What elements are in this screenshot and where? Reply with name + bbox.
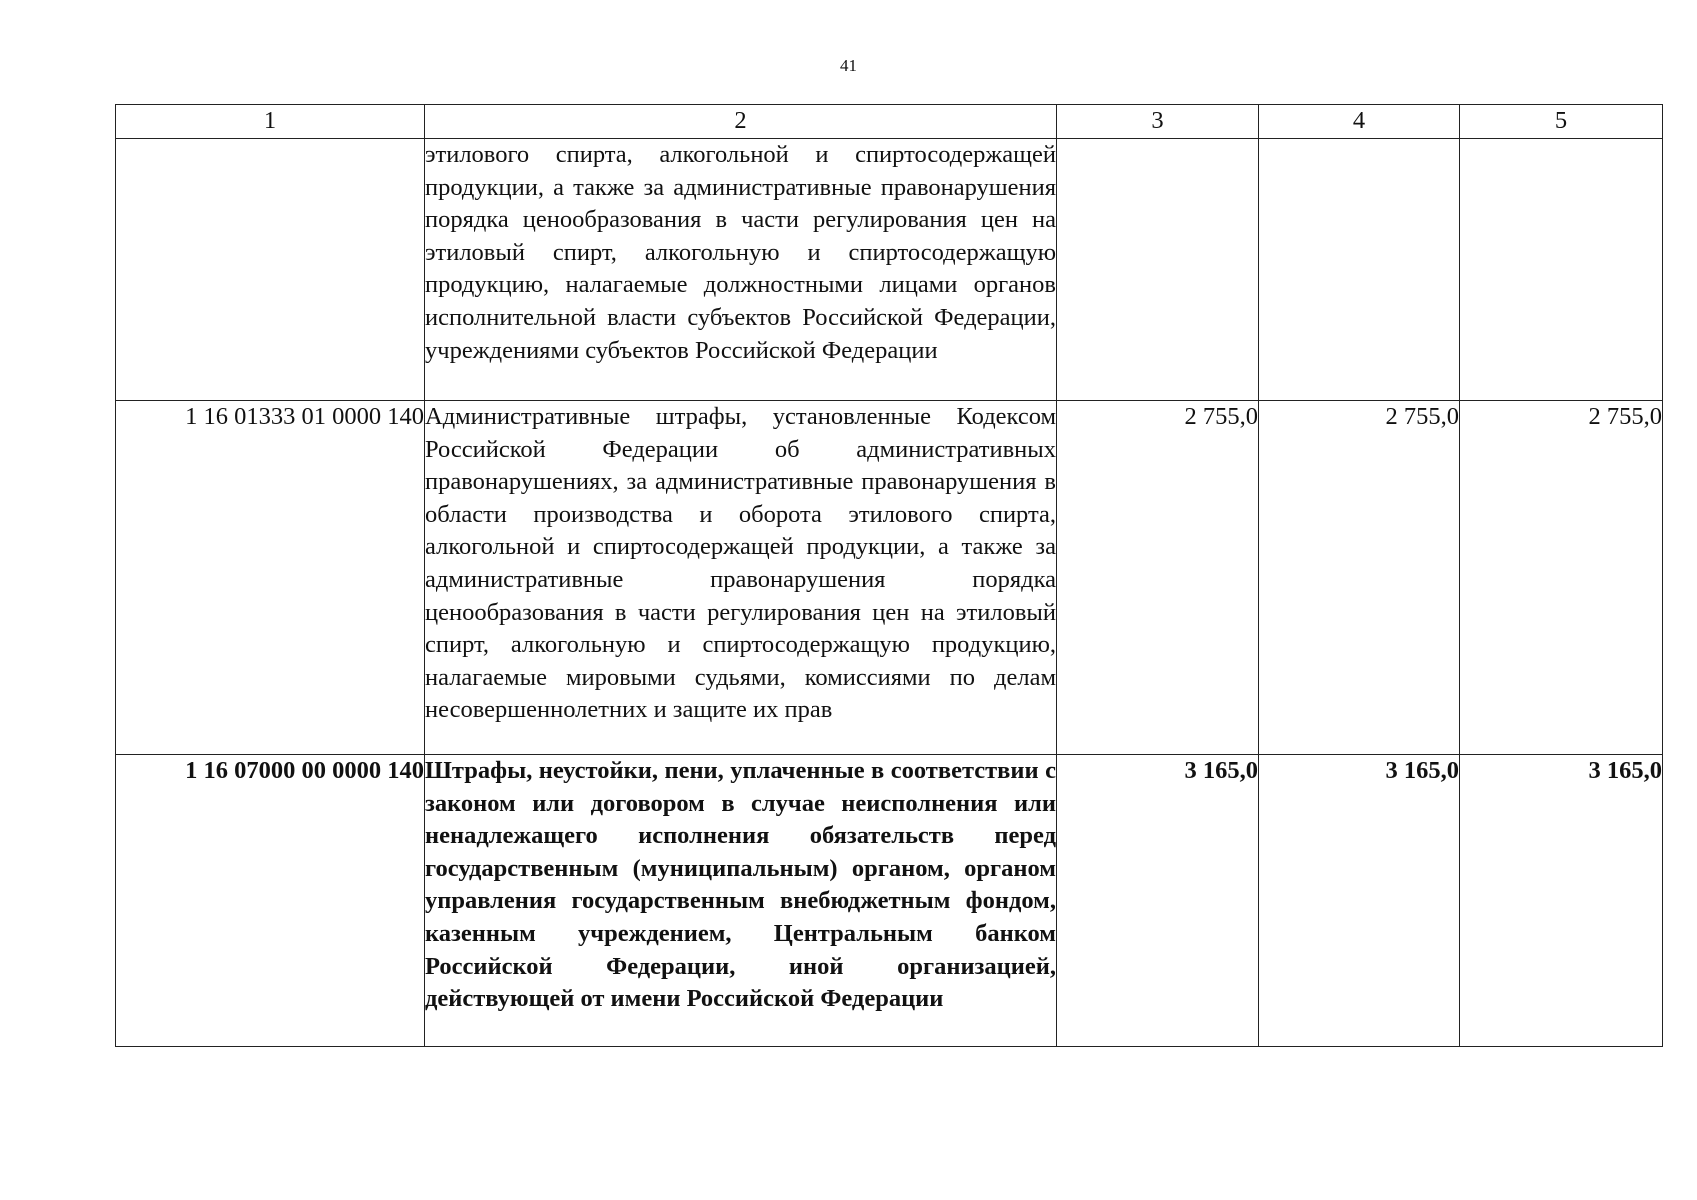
table-header-row <box>116 105 1663 139</box>
amount-col4: 2 755,0 <box>1259 401 1460 755</box>
description: этилового спирта, алкогольной и спиртосодержащей продукции, а также за административные правонарушения порядка ценообразования в части регулирования цен на этиловый спирт, алкогольную и спиртосодержащую продукцию, налагаемые должностными лицами органов исполнительной власти субъектов Российской Федерации, учреждениями субъектов Российской Федерации <box>425 139 1057 401</box>
budget-table <box>115 104 1663 1047</box>
table-row <box>116 755 1663 1047</box>
column-header-2: 2 <box>425 105 1057 139</box>
column-header-3: 3 <box>1057 105 1259 139</box>
amount-col4: 3 165,0 <box>1259 755 1460 1047</box>
amount-col5: 2 755,0 <box>1460 401 1663 755</box>
budget-code <box>116 139 425 401</box>
amount-col5: 3 165,0 <box>1460 755 1663 1047</box>
description: Штрафы, неустойки, пени, уплаченные в соответствии с законом или договором в случае неисполнения или ненадлежащего исполнения обязательств перед государственным (муниципальным) органом, органом управления государственным внебюджетным фондом, казенным учреждением, Центральным банком Российской Федерации, иной организацией, действующей от имени Российской Федерации <box>425 755 1057 1047</box>
amount-col3 <box>1057 139 1259 401</box>
table-row <box>116 139 1663 401</box>
amount-col3: 2 755,0 <box>1057 401 1259 755</box>
table-row <box>116 401 1663 755</box>
amount-col4 <box>1259 139 1460 401</box>
column-header-5: 5 <box>1460 105 1663 139</box>
amount-col5 <box>1460 139 1663 401</box>
budget-code: 1 16 07000 00 0000 140 <box>116 755 425 1047</box>
budget-code: 1 16 01333 01 0000 140 <box>116 401 425 755</box>
page-number: 41 <box>840 56 857 75</box>
column-header-4: 4 <box>1259 105 1460 139</box>
column-header-1: 1 <box>116 105 425 139</box>
amount-col3: 3 165,0 <box>1057 755 1259 1047</box>
description: Административные штрафы, установленные Кодексом Российской Федерации об административных правонарушениях, за административные правонарушения в области производства и оборота этилового спирта, алкогольной и спиртосодержащей продукции, а также за административные правонарушения порядка ценообразования в части регулирования цен на этиловый спирт, алкогольную и спиртосодержащую продукцию, налагаемые мировыми судьями, комиссиями по делам несовершеннолетних и защите их прав <box>425 401 1057 755</box>
